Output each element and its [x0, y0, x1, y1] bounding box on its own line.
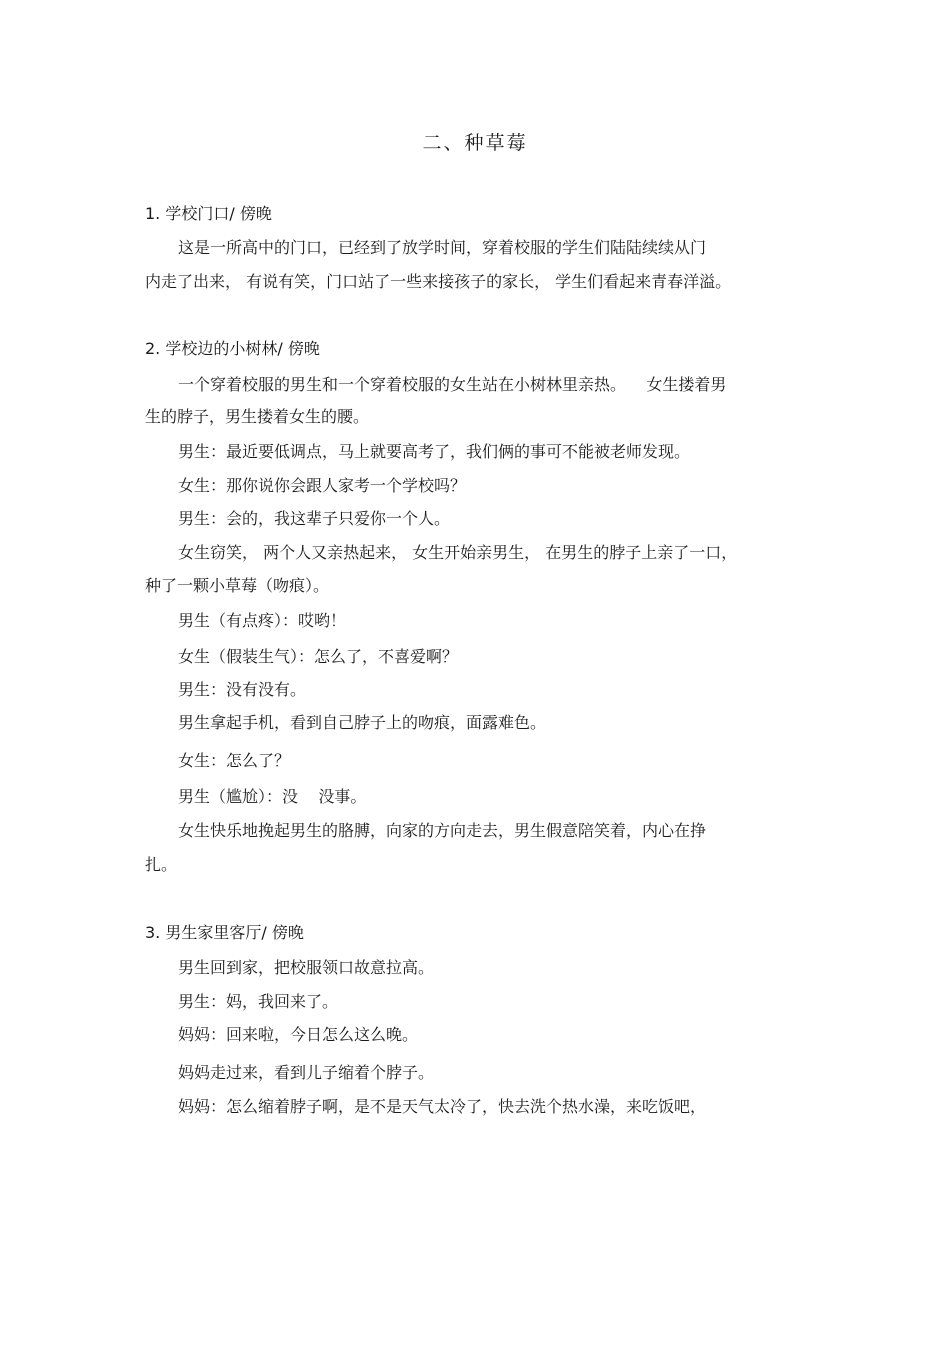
scene-2-line: 女生（假装生气）：怎么了，不喜爱啊？ [178, 647, 459, 666]
scene-2-line: 女生：那你说你会跟人家考一个学校吗？ [178, 476, 467, 495]
scene-2-line: 生的脖子，男生搂着女生的腰。 [145, 407, 370, 426]
scene-2-line: 男生：最近要低调点，马上就要高考了，我们俩的事可不能被老师发现。 [178, 442, 691, 461]
scene-2-line: 女生：怎么了？ [178, 751, 291, 770]
scene-3-line: 男生回到家，把校服领口故意拉高。 [178, 958, 435, 977]
scene-2-line: 男生：没有没有。 [178, 680, 307, 699]
scene-2-line: 一个穿着校服的男生和一个穿着校服的女生站在小树林里亲热。 女生搂着男 [178, 375, 727, 394]
scene-3-line: 妈妈：怎么缩着脖子啊，是不是天气太冷了，快去洗个热水澡，来吃饭吧， [178, 1097, 707, 1116]
scene-2-line: 男生（尴尬）：没 没事。 [178, 787, 367, 806]
scene-1-line: 这是一所高中的门口，已经到了放学时间，穿着校服的学生们陆陆续续从门 [178, 238, 707, 257]
scene-1-line: 内走了出来， 有说有笑，门口站了一些来接孩子的家长， 学生们看起来青春洋溢。 [145, 272, 732, 291]
scene-2-line: 种了一颗小草莓（吻痕）。 [145, 576, 330, 595]
scene-3-heading: 3. 男生家里客厅/ 傍晚 [145, 923, 304, 942]
scene-2-line: 男生拿起手机，看到自己脖子上的吻痕，面露难色。 [178, 713, 547, 732]
scene-1-heading: 1. 学校门口/ 傍晚 [145, 204, 272, 223]
scene-2-line: 女生窃笑， 两个人又亲热起来， 女生开始亲男生， 在男生的脖子上亲了一口， [178, 543, 738, 562]
scene-2-line: 男生：会的，我这辈子只爱你一个人。 [178, 509, 451, 528]
scene-2-line: 女生快乐地挽起男生的胳膊，向家的方向走去，男生假意陪笑着，内心在挣 [178, 821, 707, 840]
scene-3-line: 男生：妈，我回来了。 [178, 992, 339, 1011]
scene-2-line: 扎。 [145, 855, 178, 874]
document-title: 二、种草莓 [422, 132, 528, 154]
scene-3-line: 妈妈：回来啦，今日怎么这么晚。 [178, 1025, 419, 1044]
scene-3-line: 妈妈走过来，看到儿子缩着个脖子。 [178, 1063, 435, 1082]
scene-2-heading: 2. 学校边的小树林/ 傍晚 [145, 339, 320, 358]
scene-2-line: 男生（有点疼）：哎哟！ [178, 611, 347, 630]
